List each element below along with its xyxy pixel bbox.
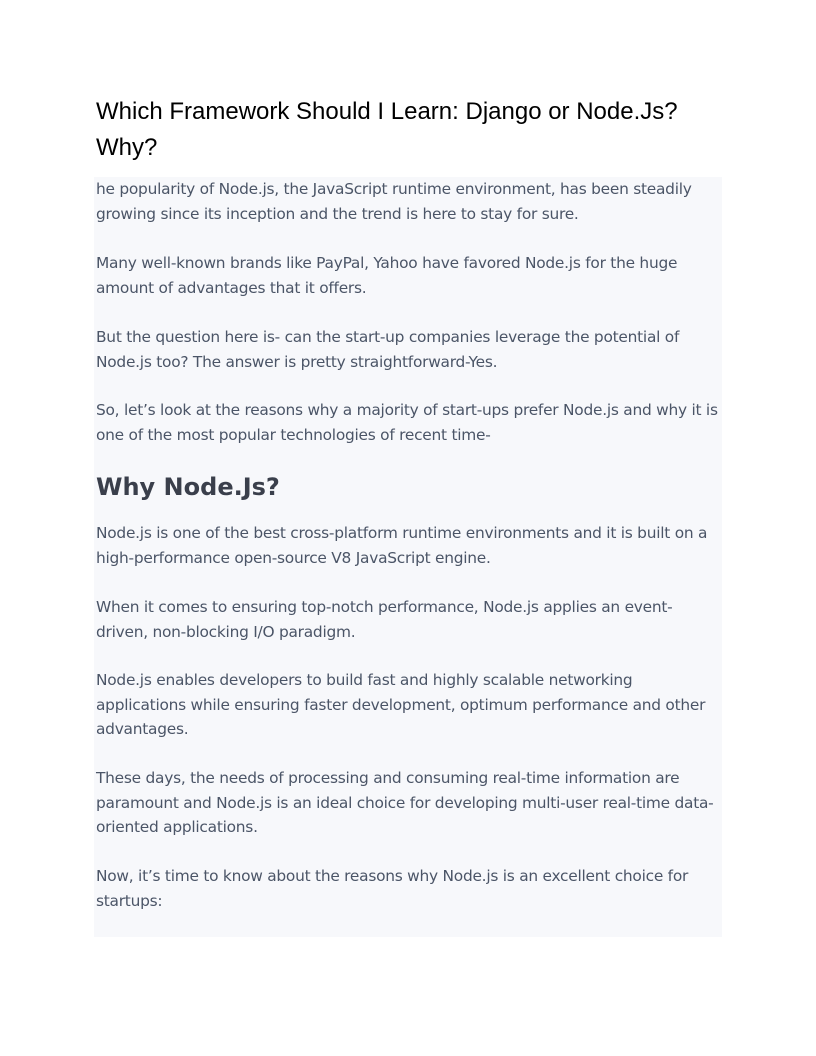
intro-paragraph-3: But the question here is- can the start-up companies leverage the potential of Node.js too? The answer is pretty straightforward-Yes.	[96, 328, 680, 371]
intro-section	[94, 177, 722, 467]
page-title: Which Framework Should I Learn: Django or Node.Js? Why?	[96, 98, 678, 161]
why-nodejs-section	[94, 467, 722, 937]
why-paragraph-3: Node.js enables developers to build fast and highly scalable networking applications while ensuring faster development, optimum performance and other advantages.	[96, 671, 706, 738]
why-paragraph-5: Now, it’s time to know about the reasons why Node.js is an excellent choice for startups:	[96, 867, 689, 910]
section-heading: Why Node.Js?	[96, 473, 280, 501]
why-paragraph-4: These days, the needs of processing and consuming real-time information are paramount and Node.js is an ideal choice for developing multi-user real-time data-oriented applications.	[96, 769, 714, 836]
why-paragraph-1: Node.js is one of the best cross-platform runtime environments and it is built on a high-performance open-source V8 JavaScript engine.	[96, 524, 708, 567]
intro-paragraph-2: Many well-known brands like PayPal, Yahoo have favored Node.js for the huge amount of advantages that it offers.	[96, 254, 678, 297]
intro-paragraph-1: he popularity of Node.js, the JavaScript runtime environment, has been steadily growing since its inception and the trend is here to stay for sure.	[96, 180, 692, 223]
intro-paragraph-4: So, let’s look at the reasons why a majority of start-ups prefer Node.js and why it is one of the most popular technologies of recent time-	[96, 401, 718, 444]
why-paragraph-2: When it comes to ensuring top-notch performance, Node.js applies an event-driven, non-blocking I/O paradigm.	[96, 598, 673, 641]
